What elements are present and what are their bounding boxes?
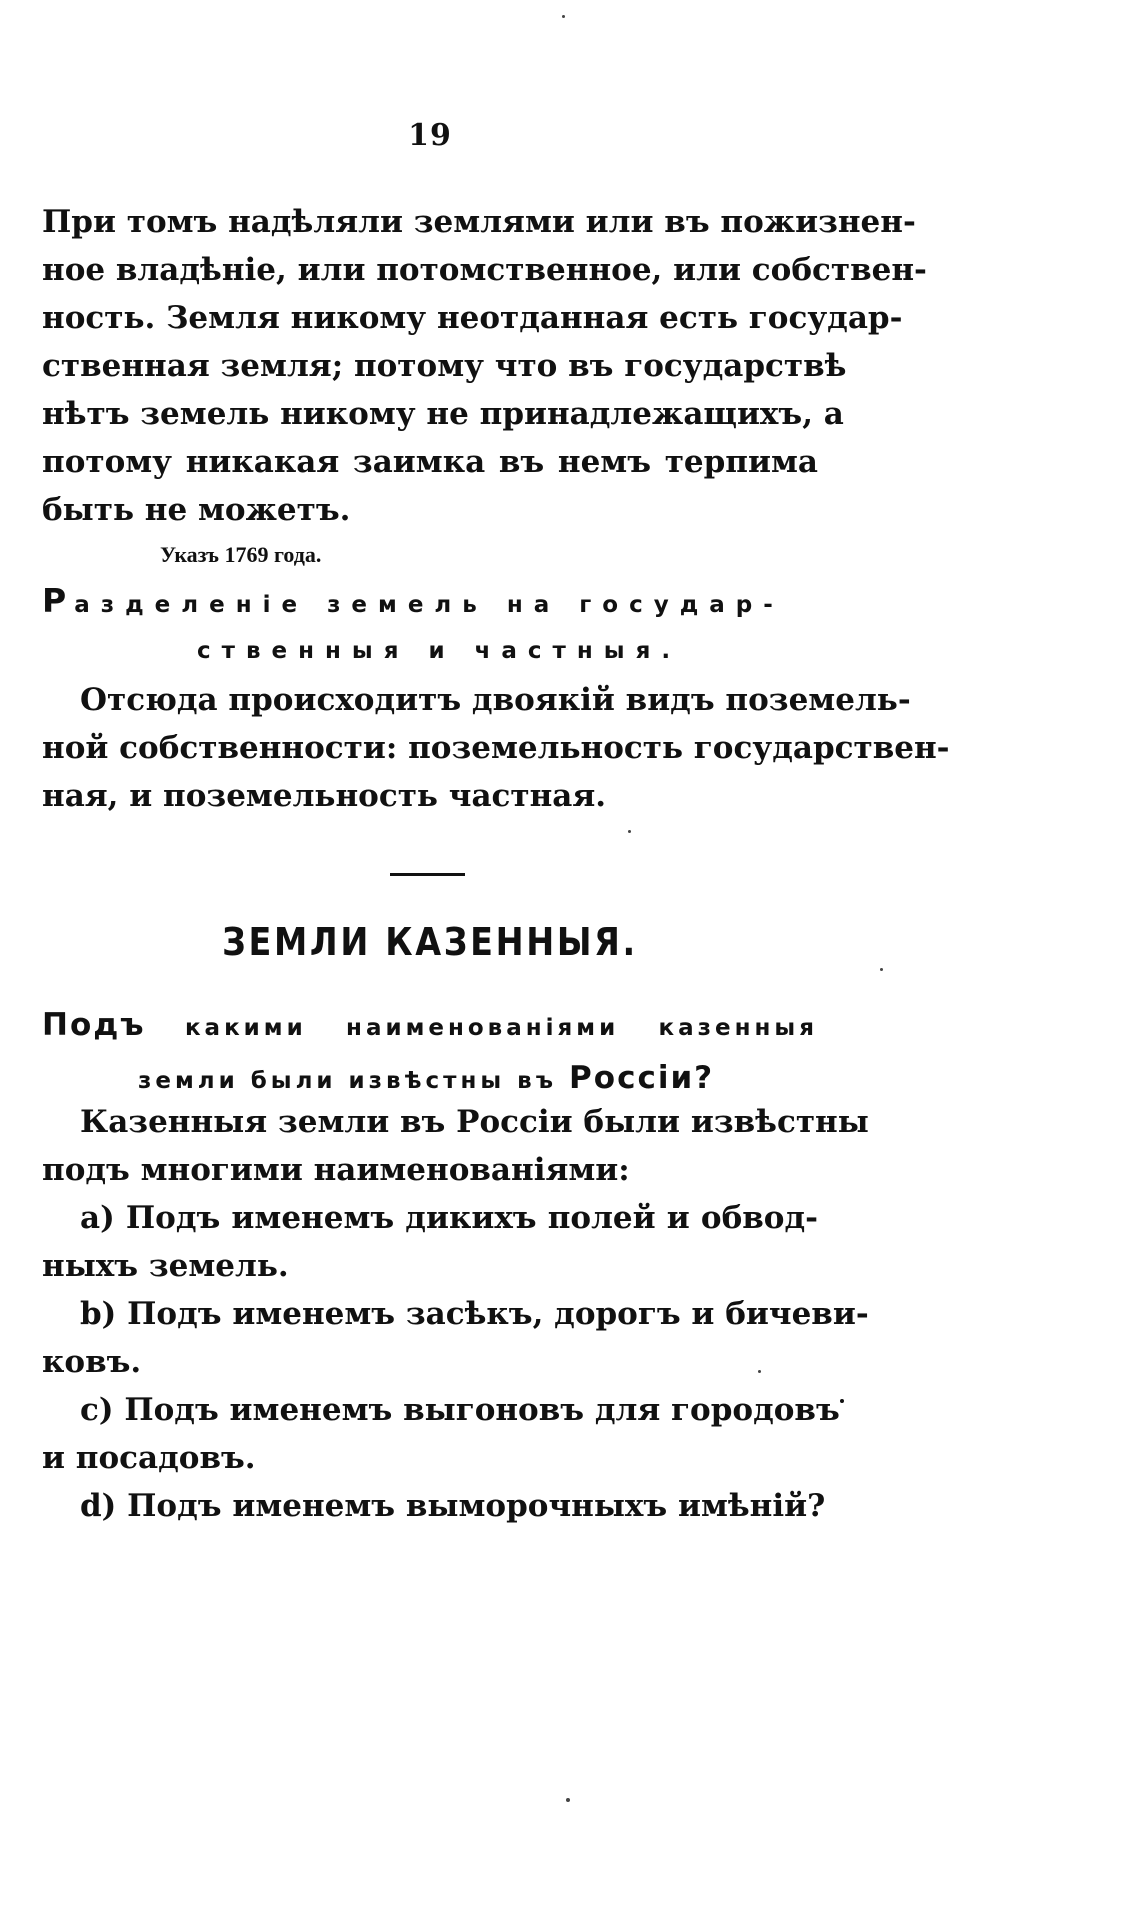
text-line: Казенныя земли въ Россіи были извѣстны xyxy=(80,1104,869,1140)
question-line-2-emph: Россіи? xyxy=(569,1060,715,1096)
text-line: быть не можетъ. xyxy=(42,492,351,528)
section-title: ЗЕМЛИ КАЗЕННЫЯ. xyxy=(222,920,638,964)
paragraph-3 xyxy=(42,1098,869,1530)
heading-initial: Р xyxy=(42,581,75,620)
scan-speck xyxy=(562,15,565,18)
scan-speck xyxy=(566,1798,570,1802)
text-line: ное владѣніе, или потомственное, или собствен- xyxy=(42,252,927,288)
scan-speck xyxy=(628,830,631,833)
heading-line-1 xyxy=(42,578,818,628)
scan-speck xyxy=(758,1370,761,1373)
margin-note: Указъ 1769 года. xyxy=(160,542,322,567)
list-item: d) Подъ именемъ выморочныхъ имѣній? xyxy=(80,1488,826,1524)
scan-speck xyxy=(880,968,883,971)
question-line-2-text: земли были извѣстны въ xyxy=(138,1068,558,1094)
heading-line-2: ственныя и частныя. xyxy=(197,638,682,664)
text-line: ная, и поземельность частная. xyxy=(42,778,607,814)
question-line-1 xyxy=(42,1000,818,1053)
heading-line-1-text: азделеніе земель на государ- xyxy=(74,592,784,618)
text-line: При томъ надѣляли землями или въ пожизнен- xyxy=(42,204,916,240)
scan-speck xyxy=(840,1399,844,1403)
divider-rule xyxy=(390,873,465,876)
text-line: подъ многими наименованіями: xyxy=(42,1152,630,1188)
paragraph-1 xyxy=(42,198,927,534)
list-item-cont: и посадовъ. xyxy=(42,1440,256,1476)
text-line: ственная земля; потому что въ государствѣ xyxy=(42,348,847,384)
text-line: Отсюда происходитъ двоякій видъ поземель- xyxy=(80,682,911,718)
list-item: c) Подъ именемъ выгоновъ для городовъ xyxy=(80,1392,840,1428)
list-item-cont: ковъ. xyxy=(42,1344,142,1380)
page-number: 19 xyxy=(408,118,452,153)
text-line: нѣтъ земель никому не принадлежащихъ, а xyxy=(42,396,844,432)
question-heading xyxy=(42,1000,818,1106)
text-line: потому никакая заимка въ немъ терпима xyxy=(42,444,818,480)
section-heading xyxy=(42,578,818,674)
paragraph-2 xyxy=(42,676,950,820)
list-item-cont: ныхъ земель. xyxy=(42,1248,289,1284)
list-item: a) Подъ именемъ дикихъ полей и обвод- xyxy=(80,1200,818,1236)
text-line: ность. Земля никому неотданная есть государ- xyxy=(42,300,903,336)
question-line-1-text: какими наименованіями казенныя xyxy=(184,1015,818,1041)
list-item: b) Подъ именемъ засѣкъ, дорогъ и бичеви- xyxy=(80,1296,869,1332)
text-line: ной собственности: поземельность государствен- xyxy=(42,730,950,766)
question-initial: Подъ xyxy=(42,1007,146,1043)
